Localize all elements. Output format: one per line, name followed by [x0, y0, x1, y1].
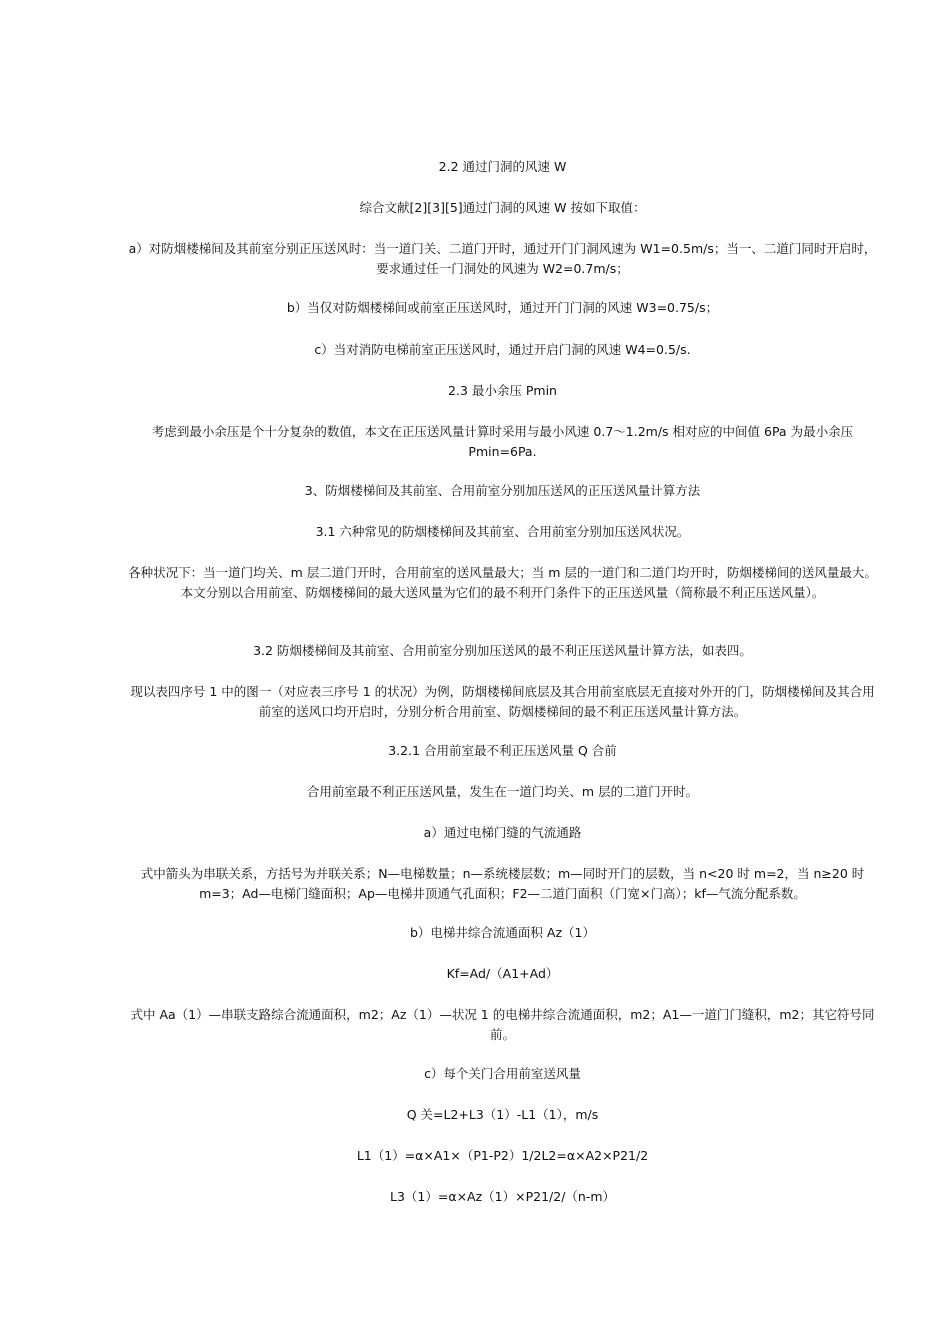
- paragraph-item-a: a）对防烟楼梯间及其前室分别正压送风时：当一道门关、二道门开时，通过开门门洞风速为 W1=0.5m/s；当一、二道门同时开启时，要求通过任一门洞处的风速为 W2=0.7m/s；: [128, 241, 877, 276]
- paragraph-item-c-airflow: c）每个关门合用前室送风量: [424, 1066, 581, 1081]
- formula-kf: Kf=Ad/（A1+Ad）: [446, 966, 559, 981]
- paragraph-intro: 综合文献[2][3][5]通过门洞的风速 W 按如下取值：: [359, 200, 646, 215]
- section-heading-2-3: 2.3 最小余压 Pmin: [448, 383, 557, 398]
- paragraph-min-pressure: 考虑到最小余压是个十分复杂的数值，本文在正压送风量计算时采用与最小风速 0.7～1.2m/s 相对应的中间值 6Pa 为最小余压 Pmin=6Pa.: [151, 424, 854, 459]
- paragraph-example: 现以表四序号 1 中的图一（对应表三序号 1 的状况）为例，防烟楼梯间底层及其合用前室底层无直接对外开的门，防烟楼梯间及其合用前室的送风口均开启时，分别分析合用前室、防烟楼梯间的最不利正压送风量计算方法。: [130, 684, 875, 719]
- paragraph-area-definitions: 式中 Aa（1）—串联支路综合流通面积，m2；Az（1）—状况 1 的电梯井综合流通面积，m2；A1—一道门门缝积，m2；其它符号同前。: [130, 1007, 875, 1042]
- paragraph-worst-case: 合用前室最不利正压送风量，发生在一道门均关、m 层的二道门开时。: [306, 784, 699, 799]
- section-heading-3-2: 3.2 防烟楼梯间及其前室、合用前室分别加压送风的最不利正压送风量计算方法，如表四。: [253, 643, 752, 658]
- formula-l3: L3（1）=α×Az（1）×P21/2/（n-m）: [389, 1189, 616, 1204]
- section-heading-3-1: 3.1 六种常见的防烟楼梯间及其前室、合用前室分别加压送风状况。: [315, 524, 690, 539]
- paragraph-item-a-airflow: a）通过电梯门缝的气流通路: [423, 825, 582, 840]
- paragraph-item-c: c）当对消防电梯前室正压送风时，通过开启门洞的风速 W4=0.5/s.: [314, 342, 691, 357]
- section-heading-2-2: 2.2 通过门洞的风速 W: [438, 159, 567, 174]
- paragraph-symbol-definitions: 式中箭头为串联关系，方括号为并联关系；N—电梯数量；n—系统楼层数；m—同时开门的层数，当 n<20 时 m=2，当 n≥20 时 m=3；Ad—电梯门缝面积；Ap—电梯井顶通气孔面积；F2—二道门面积（门宽×门高）；kf—气流分配系数。: [140, 866, 865, 901]
- paragraph-item-b-area: b）电梯井综合流通面积 Az（1）: [410, 925, 595, 940]
- formula-q-closed: Q 关=L2+L3（1）-L1（1），m/s: [406, 1107, 599, 1122]
- formula-l1-l2: L1（1）=α×A1×（P1-P2）1/2L2=α×A2×P21/2: [356, 1148, 649, 1163]
- paragraph-conditions: 各种状况下：当一道门均关、m 层二道门开时，合用前室的送风量最大；当 m 层的一道门和二道门均开时，防烟楼梯间的送风量最大。本文分别以合用前室、防烟楼梯间的最大送风量为它们的最不利开门条件下的正压送风量（简称最不利正压送风量）。: [128, 565, 877, 600]
- paragraph-item-b: b）当仅对防烟楼梯间或前室正压送风时，通过开门门洞的风速 W3=0.75/s；: [286, 300, 719, 315]
- section-heading-3: 3、防烟楼梯间及其前室、合用前室分别加压送风的正压送风量计算方法: [304, 483, 701, 498]
- section-heading-3-2-1: 3.2.1 合用前室最不利正压送风量 Q 合前: [388, 743, 617, 758]
